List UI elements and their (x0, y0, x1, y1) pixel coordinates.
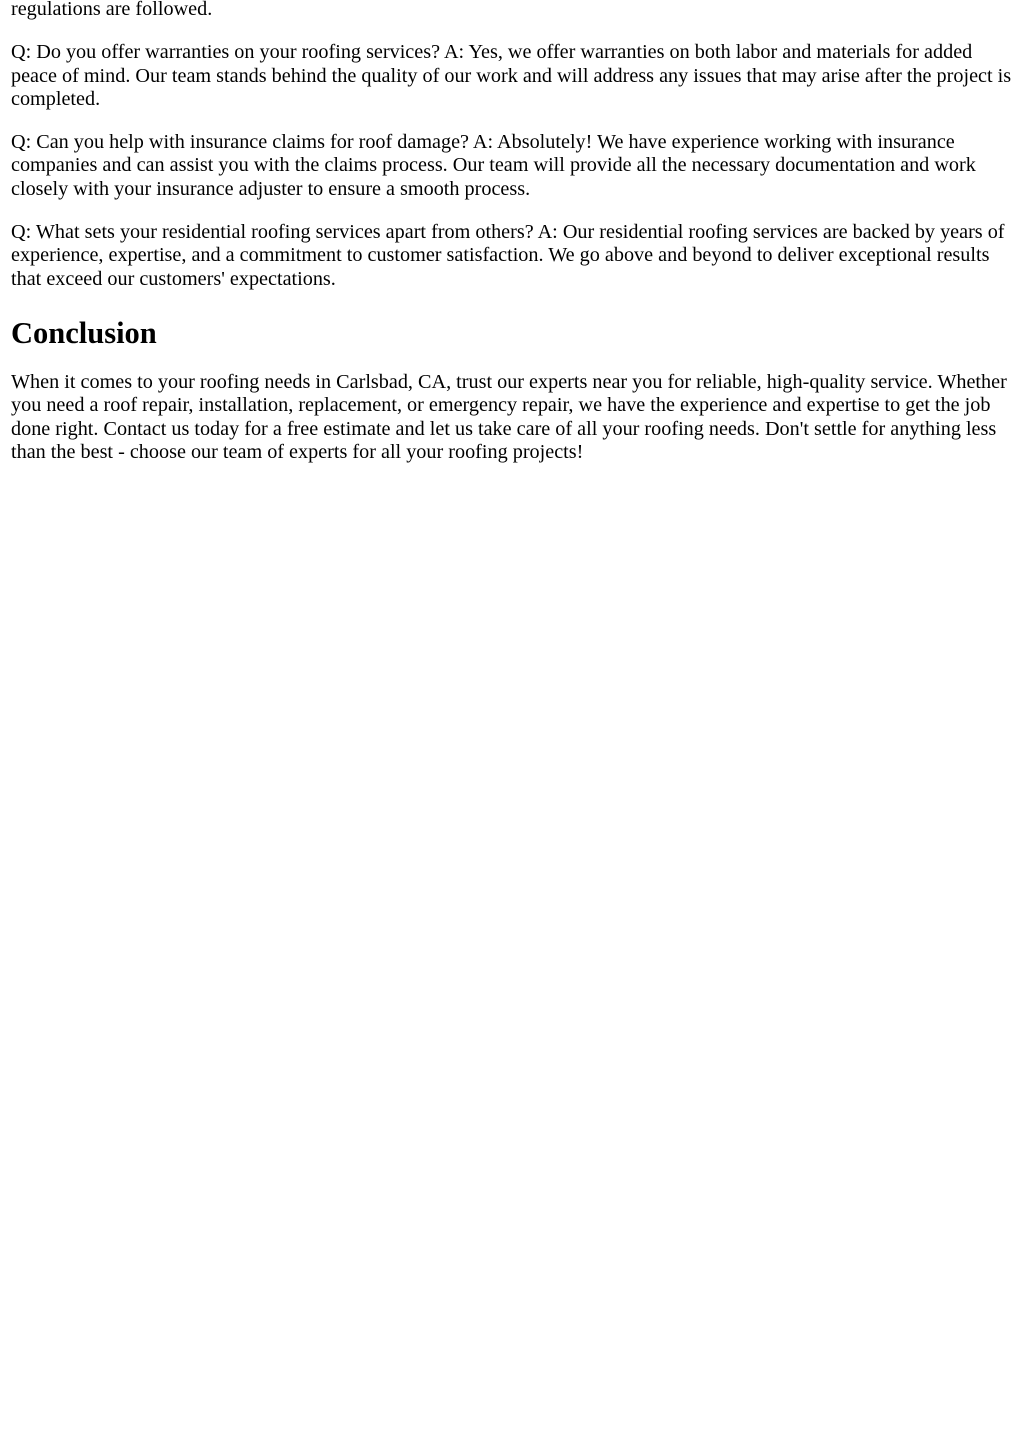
conclusion-paragraph: When it comes to your roofing needs in Carlsbad, CA, trust our experts near you for reliable, high-quality service. Whether you need a roof repair, installation, replacement, or emergency repair, we have the experience and expertise to get the job done right. Contact us today for a free estimate and let us take care of all your roofing needs. Don't settle for anything less than the best - choose our team of experts for all your roofing projects! (11, 370, 1007, 463)
article-body (0, 0, 1024, 464)
conclusion-heading: Conclusion (11, 315, 157, 350)
faq-what-sets-apart: Q: What sets your residential roofing services apart from others? A: Our residential roofing services are backed by years of experience, expertise, and a commitment to customer satisfaction. We go above and beyond to deliver exceptional results that exceed our customers' expectations. (11, 221, 1005, 290)
faq-insurance-claims: Q: Can you help with insurance claims for roof damage? A: Absolutely! We have experience working with insurance companies and can assist you with the claims process. Our team will provide all the necessary documentation and work closely with your insurance adjuster to ensure a smooth process. (11, 131, 976, 200)
paragraph-regulations: regulations are followed. (11, 0, 213, 20)
faq-warranties: Q: Do you offer warranties on your roofing services? A: Yes, we offer warranties on both labor and materials for added peace of mind. Our team stands behind the quality of our work and will address any issues that may arise after the project is completed. (11, 41, 1012, 110)
